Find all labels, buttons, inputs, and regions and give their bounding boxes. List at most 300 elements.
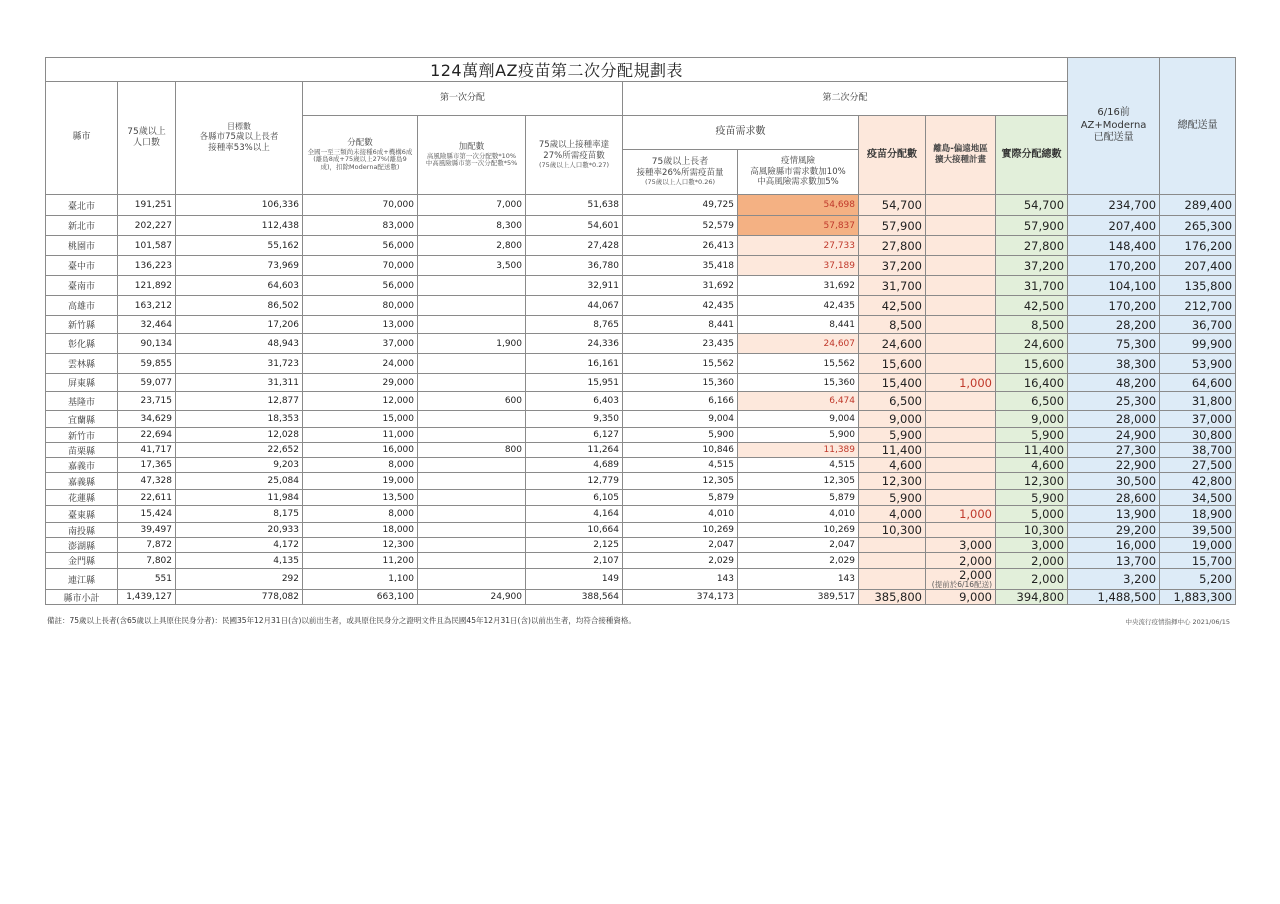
risk-value: 4,515: [738, 458, 859, 473]
extra-value: 2,800: [418, 236, 526, 256]
table-row: [46, 392, 1236, 411]
demand26-value: 26,413: [623, 236, 738, 256]
island-value: [926, 473, 996, 490]
target-value: 106,336: [176, 195, 303, 216]
table-row: [46, 374, 1236, 392]
actual-total-value: 27,800: [996, 236, 1068, 256]
subtotal-demand26: 374,173: [623, 590, 738, 605]
vaccine-alloc-value: 42,500: [859, 296, 926, 316]
actual-total-value: 2,000: [996, 553, 1068, 569]
risk-value: 6,474: [738, 392, 859, 411]
alloc-value: 16,000: [303, 443, 418, 458]
risk-value: 5,879: [738, 490, 859, 506]
rate27-value: 12,779: [526, 473, 623, 490]
total-shipped-value: 38,700: [1160, 443, 1236, 458]
table-row: [46, 334, 1236, 354]
extra-value: 7,000: [418, 195, 526, 216]
demand26-value: 2,047: [623, 538, 738, 553]
prior-shipped-value: 27,300: [1068, 443, 1160, 458]
pop75-value: 22,611: [118, 490, 176, 506]
pop75-value: 22,694: [118, 428, 176, 443]
rate27-value: 54,601: [526, 216, 623, 236]
demand26-value: 12,305: [623, 473, 738, 490]
extra-value: [418, 354, 526, 374]
header-total-shipped: 總配送量: [1160, 58, 1236, 195]
actual-total-value: 12,300: [996, 473, 1068, 490]
rate27-value: 10,664: [526, 523, 623, 538]
island-value: [926, 276, 996, 296]
county-name: 連江縣: [46, 569, 118, 590]
extra-value: [418, 316, 526, 334]
target-value: 86,502: [176, 296, 303, 316]
demand26-value: 23,435: [623, 334, 738, 354]
island-value: [926, 334, 996, 354]
extra-value: [418, 523, 526, 538]
county-name: 臺北市: [46, 195, 118, 216]
alloc-value: 8,000: [303, 506, 418, 523]
prior-shipped-value: 28,000: [1068, 411, 1160, 428]
county-name: 金門縣: [46, 553, 118, 569]
alloc-value: 70,000: [303, 256, 418, 276]
prior-shipped-value: 75,300: [1068, 334, 1160, 354]
demand26-value: 4,515: [623, 458, 738, 473]
subtotal-risk: 389,517: [738, 590, 859, 605]
target-value: 55,162: [176, 236, 303, 256]
pop75-value: 191,251: [118, 195, 176, 216]
actual-total-value: 3,000: [996, 538, 1068, 553]
alloc-value: 11,000: [303, 428, 418, 443]
pop75-value: 47,328: [118, 473, 176, 490]
extra-value: [418, 538, 526, 553]
target-value: 20,933: [176, 523, 303, 538]
island-value: 1,000: [926, 374, 996, 392]
county-name: 臺東縣: [46, 506, 118, 523]
vaccine-alloc-value: 8,500: [859, 316, 926, 334]
target-value: 292: [176, 569, 303, 590]
table-row: [46, 506, 1236, 523]
total-shipped-value: 36,700: [1160, 316, 1236, 334]
prior-shipped-value: 30,500: [1068, 473, 1160, 490]
total-shipped-value: 64,600: [1160, 374, 1236, 392]
county-name: 宜蘭縣: [46, 411, 118, 428]
subtotal-extra: 24,900: [418, 590, 526, 605]
table-row: [46, 443, 1236, 458]
vaccine-alloc-value: 15,600: [859, 354, 926, 374]
table-row: [46, 195, 1236, 216]
actual-total-value: 42,500: [996, 296, 1068, 316]
table-row: [46, 458, 1236, 473]
target-value: 4,172: [176, 538, 303, 553]
header-island: 離島-偏遠地區 擴大接種計畫: [926, 116, 996, 195]
target-value: 12,877: [176, 392, 303, 411]
total-shipped-value: 15,700: [1160, 553, 1236, 569]
prior-shipped-value: 38,300: [1068, 354, 1160, 374]
island-value: [926, 443, 996, 458]
risk-value: 27,733: [738, 236, 859, 256]
actual-total-value: 10,300: [996, 523, 1068, 538]
target-value: 18,353: [176, 411, 303, 428]
alloc-value: 24,000: [303, 354, 418, 374]
risk-value: 2,029: [738, 553, 859, 569]
total-shipped-value: 37,000: [1160, 411, 1236, 428]
risk-value: 15,562: [738, 354, 859, 374]
county-name: 彰化縣: [46, 334, 118, 354]
rate27-value: 27,428: [526, 236, 623, 256]
alloc-value: 13,500: [303, 490, 418, 506]
subtotal-total: 1,883,300: [1160, 590, 1236, 605]
extra-value: 600: [418, 392, 526, 411]
county-name: 屏東縣: [46, 374, 118, 392]
rate27-value: 8,765: [526, 316, 623, 334]
pop75-value: 15,424: [118, 506, 176, 523]
header-second-round: 第二次分配: [623, 82, 1068, 116]
target-value: 8,175: [176, 506, 303, 523]
source-credit: 中央流行疫情指揮中心 2021/06/15: [1125, 618, 1230, 626]
rate27-value: 16,161: [526, 354, 623, 374]
total-shipped-value: 31,800: [1160, 392, 1236, 411]
vaccine-alloc-value: 4,600: [859, 458, 926, 473]
header-alloc: 分配數 全國一至三類尚未接種6成+機構6成(離島8成+75歲以上27%(離島9成)，扣除Moderna配送數): [303, 116, 418, 195]
target-value: 12,028: [176, 428, 303, 443]
island-note: (提前於6/16配送): [931, 580, 992, 590]
vaccine-alloc-value: 4,000: [859, 506, 926, 523]
alloc-value: 70,000: [303, 195, 418, 216]
table-row: [46, 490, 1236, 506]
header-demand26: 75歲以上長者 接種率26%所需疫苗量 (75歲以上人口數*0.26): [623, 150, 738, 195]
total-shipped-value: 289,400: [1160, 195, 1236, 216]
risk-value: 11,389: [738, 443, 859, 458]
risk-value: 143: [738, 569, 859, 590]
header-risk: 疫情風險 高風險縣市需求數加10% 中高風險需求數加5%: [738, 150, 859, 195]
pop75-value: 59,855: [118, 354, 176, 374]
rate27-value: 24,336: [526, 334, 623, 354]
demand26-value: 15,562: [623, 354, 738, 374]
total-shipped-value: 176,200: [1160, 236, 1236, 256]
pop75-value: 41,717: [118, 443, 176, 458]
header-vaccine-alloc: 疫苗分配數: [859, 116, 926, 195]
header-actual: 實際分配總數: [996, 116, 1068, 195]
county-name: 臺南市: [46, 276, 118, 296]
pop75-value: 59,077: [118, 374, 176, 392]
alloc-value: 18,000: [303, 523, 418, 538]
table-row: [46, 553, 1236, 569]
risk-value: 12,305: [738, 473, 859, 490]
county-name: 桃園市: [46, 236, 118, 256]
header-demand: 疫苗需求數: [623, 116, 859, 150]
actual-total-value: 11,400: [996, 443, 1068, 458]
total-shipped-value: 135,800: [1160, 276, 1236, 296]
alloc-value: 11,200: [303, 553, 418, 569]
header-rate27: 75歲以上接種率達 27%所需疫苗數 (75歲以上人口數*0.27): [526, 116, 623, 195]
island-value: [926, 216, 996, 236]
prior-shipped-value: 170,200: [1068, 296, 1160, 316]
table-row: [46, 216, 1236, 236]
total-shipped-value: 27,500: [1160, 458, 1236, 473]
extra-value: [418, 569, 526, 590]
prior-shipped-value: 25,300: [1068, 392, 1160, 411]
demand26-value: 2,029: [623, 553, 738, 569]
alloc-value: 12,000: [303, 392, 418, 411]
vaccine-alloc-value: [859, 569, 926, 590]
header-pop75: 75歲以上 人口數: [118, 82, 176, 195]
county-name: 南投縣: [46, 523, 118, 538]
extra-value: 8,300: [418, 216, 526, 236]
prior-shipped-value: 13,900: [1068, 506, 1160, 523]
pop75-value: 23,715: [118, 392, 176, 411]
demand26-value: 49,725: [623, 195, 738, 216]
total-shipped-value: 53,900: [1160, 354, 1236, 374]
prior-shipped-value: 207,400: [1068, 216, 1160, 236]
risk-value: 10,269: [738, 523, 859, 538]
prior-shipped-value: 28,200: [1068, 316, 1160, 334]
actual-total-value: 9,000: [996, 411, 1068, 428]
island-value: [926, 256, 996, 276]
prior-shipped-value: 16,000: [1068, 538, 1160, 553]
actual-total-value: 5,900: [996, 428, 1068, 443]
rate27-value: 4,689: [526, 458, 623, 473]
demand26-value: 35,418: [623, 256, 738, 276]
risk-value: 24,607: [738, 334, 859, 354]
vaccine-alloc-value: 15,400: [859, 374, 926, 392]
vaccine-alloc-value: 12,300: [859, 473, 926, 490]
demand26-value: 8,441: [623, 316, 738, 334]
island-amount: 2,000: [959, 568, 992, 583]
demand26-value: 4,010: [623, 506, 738, 523]
pop75-value: 121,892: [118, 276, 176, 296]
total-shipped-value: 99,900: [1160, 334, 1236, 354]
county-name: 花蓮縣: [46, 490, 118, 506]
rate27-value: 36,780: [526, 256, 623, 276]
allocation-table: [45, 57, 1236, 605]
pop75-value: 7,872: [118, 538, 176, 553]
alloc-value: 29,000: [303, 374, 418, 392]
extra-value: 800: [418, 443, 526, 458]
actual-total-value: 15,600: [996, 354, 1068, 374]
target-value: 31,723: [176, 354, 303, 374]
target-value: 9,203: [176, 458, 303, 473]
total-shipped-value: 34,500: [1160, 490, 1236, 506]
actual-total-value: 4,600: [996, 458, 1068, 473]
pop75-value: 17,365: [118, 458, 176, 473]
header-first-round: 第一次分配: [303, 82, 623, 116]
county-name: 澎湖縣: [46, 538, 118, 553]
rate27-value: 51,638: [526, 195, 623, 216]
header-extra: 加配數 高風險縣市第一次分配數*10% 中高風險縣市第一次分配數*5%: [418, 116, 526, 195]
alloc-value: 56,000: [303, 236, 418, 256]
subtotal-vaccine-alloc: 385,800: [859, 590, 926, 605]
alloc-value: 8,000: [303, 458, 418, 473]
county-name: 新北市: [46, 216, 118, 236]
vaccine-alloc-value: 27,800: [859, 236, 926, 256]
target-value: 22,652: [176, 443, 303, 458]
pop75-value: 136,223: [118, 256, 176, 276]
vaccine-alloc-value: 37,200: [859, 256, 926, 276]
vaccine-alloc-value: 11,400: [859, 443, 926, 458]
island-value: [926, 354, 996, 374]
total-shipped-value: 5,200: [1160, 569, 1236, 590]
subtotal-prior: 1,488,500: [1068, 590, 1160, 605]
rate27-value: 9,350: [526, 411, 623, 428]
total-shipped-value: 30,800: [1160, 428, 1236, 443]
demand26-value: 52,579: [623, 216, 738, 236]
demand26-value: 143: [623, 569, 738, 590]
island-value: [926, 458, 996, 473]
vaccine-alloc-value: 31,700: [859, 276, 926, 296]
rate27-value: 2,125: [526, 538, 623, 553]
risk-value: 5,900: [738, 428, 859, 443]
county-name: 高雄市: [46, 296, 118, 316]
island-value: [926, 569, 996, 590]
table-row: [46, 473, 1236, 490]
total-shipped-value: 19,000: [1160, 538, 1236, 553]
risk-value: 8,441: [738, 316, 859, 334]
total-shipped-value: 212,700: [1160, 296, 1236, 316]
rate27-value: 15,951: [526, 374, 623, 392]
subtotal-rate27: 388,564: [526, 590, 623, 605]
demand26-value: 9,004: [623, 411, 738, 428]
prior-shipped-value: 170,200: [1068, 256, 1160, 276]
target-value: 48,943: [176, 334, 303, 354]
table-row: [46, 538, 1236, 553]
risk-value: 42,435: [738, 296, 859, 316]
rate27-value: 6,127: [526, 428, 623, 443]
alloc-value: 83,000: [303, 216, 418, 236]
pop75-value: 7,802: [118, 553, 176, 569]
total-shipped-value: 42,800: [1160, 473, 1236, 490]
risk-value: 9,004: [738, 411, 859, 428]
table-row: [46, 236, 1236, 256]
table-row: [46, 354, 1236, 374]
target-value: 112,438: [176, 216, 303, 236]
rate27-value: 6,403: [526, 392, 623, 411]
alloc-value: 19,000: [303, 473, 418, 490]
alloc-value: 1,100: [303, 569, 418, 590]
target-value: 64,603: [176, 276, 303, 296]
pop75-value: 551: [118, 569, 176, 590]
total-shipped-value: 265,300: [1160, 216, 1236, 236]
risk-value: 37,189: [738, 256, 859, 276]
header-county: 縣市: [46, 82, 118, 195]
target-value: 11,984: [176, 490, 303, 506]
island-value: [926, 490, 996, 506]
target-value: 25,084: [176, 473, 303, 490]
target-value: 17,206: [176, 316, 303, 334]
risk-value: 2,047: [738, 538, 859, 553]
pop75-value: 90,134: [118, 334, 176, 354]
county-name: 嘉義縣: [46, 473, 118, 490]
extra-value: [418, 490, 526, 506]
county-name: 苗栗縣: [46, 443, 118, 458]
extra-value: 3,500: [418, 256, 526, 276]
rate27-value: 6,105: [526, 490, 623, 506]
vaccine-alloc-value: 24,600: [859, 334, 926, 354]
subtotal-actual: 394,800: [996, 590, 1068, 605]
pop75-value: 101,587: [118, 236, 176, 256]
subtotal-pop75: 1,439,127: [118, 590, 176, 605]
actual-total-value: 16,400: [996, 374, 1068, 392]
extra-value: [418, 276, 526, 296]
rate27-value: 4,164: [526, 506, 623, 523]
vaccine-alloc-value: [859, 538, 926, 553]
risk-value: 54,698: [738, 195, 859, 216]
alloc-value: 37,000: [303, 334, 418, 354]
demand26-value: 42,435: [623, 296, 738, 316]
extra-value: [418, 553, 526, 569]
vaccine-alloc-value: 9,000: [859, 411, 926, 428]
pop75-value: 34,629: [118, 411, 176, 428]
table-title: 124萬劑AZ疫苗第二次分配規劃表: [46, 58, 1068, 82]
prior-shipped-value: 13,700: [1068, 553, 1160, 569]
alloc-value: 80,000: [303, 296, 418, 316]
table-row: [46, 256, 1236, 276]
prior-shipped-value: 28,600: [1068, 490, 1160, 506]
alloc-value: 13,000: [303, 316, 418, 334]
vaccine-alloc-value: 5,900: [859, 428, 926, 443]
table-row: [46, 316, 1236, 334]
header-target: 目標數 各縣市75歲以上長者 接種率53%以上: [176, 82, 303, 195]
table-row: [46, 411, 1236, 428]
pop75-value: 39,497: [118, 523, 176, 538]
table-row: [46, 569, 1236, 590]
actual-total-value: 57,900: [996, 216, 1068, 236]
demand26-value: 15,360: [623, 374, 738, 392]
prior-shipped-value: 24,900: [1068, 428, 1160, 443]
island-value: [926, 411, 996, 428]
island-value: [926, 296, 996, 316]
county-name: 新竹市: [46, 428, 118, 443]
island-value: [926, 316, 996, 334]
vaccine-alloc-value: 10,300: [859, 523, 926, 538]
prior-shipped-value: 22,900: [1068, 458, 1160, 473]
county-name: 雲林縣: [46, 354, 118, 374]
demand26-value: 10,269: [623, 523, 738, 538]
subtotal-alloc: 663,100: [303, 590, 418, 605]
county-name: 嘉義市: [46, 458, 118, 473]
prior-shipped-value: 104,100: [1068, 276, 1160, 296]
extra-value: [418, 411, 526, 428]
extra-value: 1,900: [418, 334, 526, 354]
table-row: [46, 296, 1236, 316]
extra-value: [418, 458, 526, 473]
vaccine-alloc-value: 5,900: [859, 490, 926, 506]
island-value: [926, 236, 996, 256]
header-prior-shipped: 6/16前 AZ+Moderna 已配送量: [1068, 58, 1160, 195]
table-body: [46, 195, 1236, 605]
actual-total-value: 5,900: [996, 490, 1068, 506]
rate27-value: 11,264: [526, 443, 623, 458]
demand26-value: 5,900: [623, 428, 738, 443]
rate27-value: 149: [526, 569, 623, 590]
risk-value: 15,360: [738, 374, 859, 392]
target-value: 73,969: [176, 256, 303, 276]
total-shipped-value: 207,400: [1160, 256, 1236, 276]
island-value: [926, 392, 996, 411]
demand26-value: 10,846: [623, 443, 738, 458]
actual-total-value: 6,500: [996, 392, 1068, 411]
vaccine-alloc-value: 54,700: [859, 195, 926, 216]
county-name: 臺中市: [46, 256, 118, 276]
county-name: 新竹縣: [46, 316, 118, 334]
prior-shipped-value: 234,700: [1068, 195, 1160, 216]
pop75-value: 202,227: [118, 216, 176, 236]
actual-total-value: 31,700: [996, 276, 1068, 296]
extra-value: [418, 296, 526, 316]
vaccine-alloc-value: [859, 553, 926, 569]
vaccine-alloc-value: 57,900: [859, 216, 926, 236]
alloc-value: 15,000: [303, 411, 418, 428]
alloc-value: 12,300: [303, 538, 418, 553]
demand26-value: 5,879: [623, 490, 738, 506]
